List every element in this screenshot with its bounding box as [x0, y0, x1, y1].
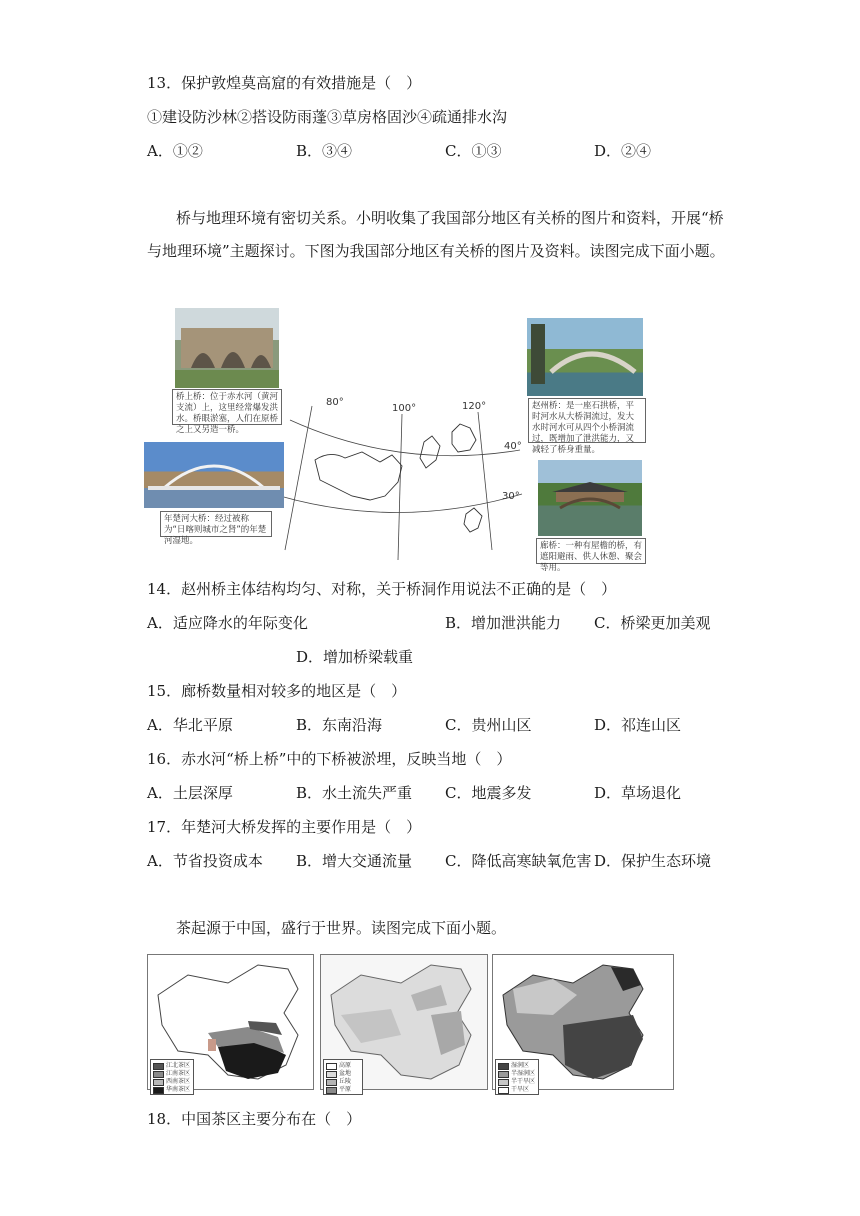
langqiao-caption: 廊桥：一种有屋檐的桥，有遮阳避雨、供人休憩、聚会等用。	[536, 538, 646, 564]
arch-bridge-icon	[175, 308, 279, 388]
qiaoshangqiao-caption: 桥上桥：位于赤水河（黄河支流）上，这里经常爆发洪水。桥眼淤塞，人们在原桥之上又另造一桥。	[172, 389, 282, 425]
q13-option-c[interactable]: C．①③	[445, 142, 502, 160]
q13-option-d[interactable]: D．②④	[594, 142, 652, 160]
q14-option-b[interactable]: B．增加泄洪能力	[445, 614, 562, 632]
zhaozhouqiao-photo	[527, 318, 643, 396]
q17-option-a[interactable]: A．节省投资成本	[147, 852, 263, 870]
nianchuhe-photo	[144, 442, 284, 508]
qiaoshangqiao-photo	[175, 308, 279, 388]
intro2-text: 茶起源于中国，盛行于世界。读图完成下面小题。	[176, 919, 507, 937]
q13-stem: 13．保护敦煌莫高窟的有效措施是（ ）	[147, 74, 422, 92]
bridge-figure	[140, 300, 660, 573]
longitude-100-label: 100°	[392, 403, 417, 414]
latitude-30-label: 30°	[502, 491, 520, 502]
terrain-legend: 高原 盆地 丘陵 平原	[323, 1059, 363, 1095]
q15-option-d[interactable]: D．祁连山区	[594, 716, 682, 734]
intro1-line1: 桥与地理环境有密切关系。小明收集了我国部分地区有关桥的图片和资料，开展“桥	[176, 209, 724, 227]
dry-wet-legend: 湿润区 半湿润区 半干旱区 干旱区	[495, 1059, 539, 1095]
latitude-40-label: 40°	[504, 441, 522, 452]
q14-option-a[interactable]: A．适应降水的年际变化	[147, 614, 308, 632]
q15-option-a[interactable]: A．华北平原	[147, 716, 233, 734]
q16-option-a[interactable]: A．土层深厚	[147, 784, 233, 802]
zhaozhouqiao-caption: 赵州桥：是一座石拱桥，平时河水从大桥洞流过，发大水时河水可从四个小桥洞流过，既增加了泄洪能力，又减轻了桥身重量。	[528, 398, 646, 443]
covered-bridge-icon	[538, 460, 642, 536]
q14-option-d[interactable]: D．增加桥梁载重	[296, 648, 414, 666]
q16-option-d[interactable]: D．草场退化	[594, 784, 682, 802]
q17-stem: 17．年楚河大桥发挥的主要作用是（ ）	[147, 818, 422, 836]
intro1-line2: 与地理环境”主题探讨。下图为我国部分地区有关桥的图片及资料。读图完成下面小题。	[147, 242, 725, 260]
q15-stem: 15．廊桥数量相对较多的地区是（ ）	[147, 682, 407, 700]
q15-option-c[interactable]: C．贵州山区	[445, 716, 532, 734]
q14-option-c[interactable]: C．桥梁更加美观	[594, 614, 711, 632]
langqiao-photo	[538, 460, 642, 536]
stone-arch-bridge-icon	[527, 318, 643, 396]
climate-region-map	[492, 954, 674, 1093]
terrain-map	[320, 954, 488, 1093]
tea-zone-legend: 江北茶区 江南茶区 西南茶区 华南茶区	[150, 1059, 194, 1095]
longitude-80-label: 80°	[326, 397, 344, 408]
q16-stem: 16．赤水河“桥上桥”中的下桥被淤埋，反映当地（ ）	[147, 750, 512, 768]
nianchuhe-caption: 年楚河大桥：经过被称为“日喀则城市之肾”的年楚河湿地。	[160, 511, 272, 537]
q13-items: ①建设防沙林②搭设防雨蓬③草房格固沙④疏通排水沟	[147, 108, 508, 126]
arch-bridge-icon	[144, 442, 284, 508]
q16-option-c[interactable]: C．地震多发	[445, 784, 532, 802]
q15-option-b[interactable]: B．东南沿海	[296, 716, 383, 734]
q18-stem: 18．中国茶区主要分布在（ ）	[147, 1110, 362, 1128]
q16-option-b[interactable]: B．水土流失严重	[296, 784, 413, 802]
q17-option-d[interactable]: D．保护生态环境	[594, 852, 712, 870]
longitude-120-label: 120°	[462, 401, 487, 412]
q13-option-b[interactable]: B．③④	[296, 142, 353, 160]
tea-region-map	[147, 954, 314, 1093]
q17-option-b[interactable]: B．增大交通流量	[296, 852, 413, 870]
q13-option-a[interactable]: A．①②	[147, 142, 203, 160]
q17-option-c[interactable]: C．降低高寒缺氧危害	[445, 852, 592, 870]
q14-stem: 14．赵州桥主体结构均匀、对称，关于桥洞作用说法不正确的是（ ）	[147, 580, 617, 598]
